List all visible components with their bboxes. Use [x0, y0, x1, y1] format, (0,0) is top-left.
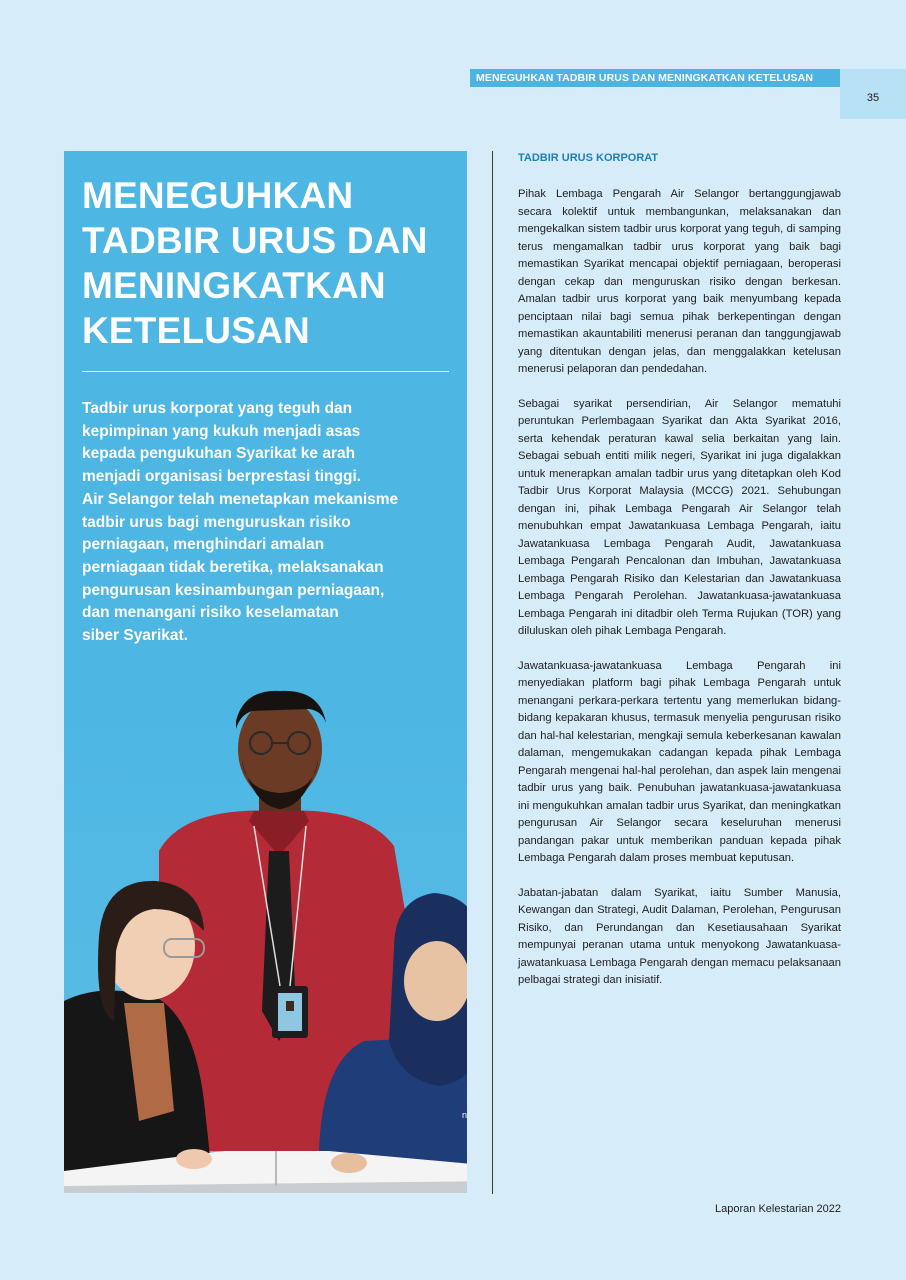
body-paragraph: Jabatan-jabatan dalam Syarikat, iaitu Sumber Manusia, Kewangan dan Strategi, Audit Dalaman, Perolehan, Pengurusan Risiko, dan Perundangan dan Kesetiausahaan Syarikat mempunyai peranan utama untuk menyokong Jawatankuasa-jawatankuasa Lembaga Pengarah dengan memacu pelaksanaan pelbagai strategi dan inisiatif.	[518, 886, 841, 986]
running-header: MENEGUHKAN TADBIR URUS DAN MENINGKATKAN KETELUSAN	[470, 69, 840, 87]
page-title: MENEGUHKAN TADBIR URUS DAN MENINGKATKAN KETELUSAN	[82, 175, 428, 351]
intro-text: Tadbir urus korporat yang teguh dan kepimpinan yang kukuh menjadi asas kepada pengukuhan Syarikat ke arah menjadi organisasi berprestasi tinggi. Air Selangor telah menetapkan mekanisme tadbir urus bagi menguruskan risiko perniagaan, menghindari amalan perniagaan tidak beretika, melaksanakan pengurusan kesinambungan perniagaan, dan menangani risiko keselamatan siber Syarikat.	[82, 400, 399, 645]
body-paragraph: Jawatankuasa-jawatankuasa Lembaga Pengarah ini menyediakan platform bagi pihak Lembaga Pengarah untuk menangani perkara-perkara tertentu yang memerlukan bidang-bidang kepakaran khusus, termasuk menyelia pengurusan risiko dan hal-hal kelestarian, mengkaji semula keberkesanan kawalan dalaman, mengemukakan cadangan kepada pihak Lembaga Pengarah mengenai hal-hal perolehan, dan aspek lain mengenai tadbir urus yang baik. Penubuhan jawatankuasa-jawatankuasa ini mengukuhkan amalan tadbir urus Syarikat, dan meningkatkan pengurusan Air Selangor secara keseluruhan menerusi pandangan pakar untuk memberikan panduan kepada pihak Lembaga Pengarah dalam proses membuat keputusan.	[518, 659, 841, 864]
body-paragraph: Pihak Lembaga Pengarah Air Selangor bertanggungjawab secara kolektif untuk membangunkan, melaksanakan dan mengekalkan sistem tadbir urus korporat yang teguh, di samping terus mengamalkan tadbir urus korporat yang baik bagi memastikan Syarikat mencapai objektif perniagaan, beroperasi dengan cekap dan menguruskan risiko dengan berkesan. Amalan tadbir urus korporat yang baik menyumbang kepada penciptaan nilai bagi semua pihak berkepentingan dengan memastikan akauntabiliti menerusi peranan dan tanggungjawab yang ditentukan dengan jelas, dan menggalakkan ketelusan menerusi pelaporan dan pendedahan.	[518, 188, 841, 375]
page-number: 35	[840, 69, 906, 119]
shirt-logo-text: ngor	[462, 1110, 481, 1120]
footer-report-name: Laporan Kelestarian 2022	[715, 1203, 841, 1215]
staff-photo	[64, 681, 481, 1193]
title-divider	[82, 371, 449, 372]
title-panel	[64, 151, 481, 1193]
section-heading: TADBIR URUS KORPORAT	[518, 152, 659, 164]
body-column	[518, 186, 841, 1007]
body-paragraph: Sebagai syarikat persendirian, Air Selangor mematuhi peruntukan Perlembagaan Syarikat dan Akta Syarikat 2016, serta kehendak peraturan kawal selia berkaitan yang lain. Sebagai sebuah entiti milik negeri, Syarikat ini juga digalakkan untuk menerapkan amalan tadbir urus yang ditetapkan oleh Kod Tadbir Urus Korporat Malaysia (MCCG) 2021. Sehubungan dengan ini, pihak Lembaga Pengarah Air Selangor telah menubuhkan empat Jawatankuasa Lembaga Pengarah, iaitu Jawatankuasa Lembaga Pengarah Audit, Jawatankuasa Lembaga Pengarah Pencalonan dan Imbuhan, Jawatankuasa Lembaga Pengarah Risiko dan Kelestarian dan Jawatankuasa Lembaga Pengarah Perolehan. Jawatankuasa-jawatankuasa Lembaga Pengarah ini ditadbir oleh Terma Rujukan (TOR) yang diluluskan oleh pihak Lembaga Pengarah.	[518, 397, 841, 637]
column-divider	[492, 151, 493, 1194]
